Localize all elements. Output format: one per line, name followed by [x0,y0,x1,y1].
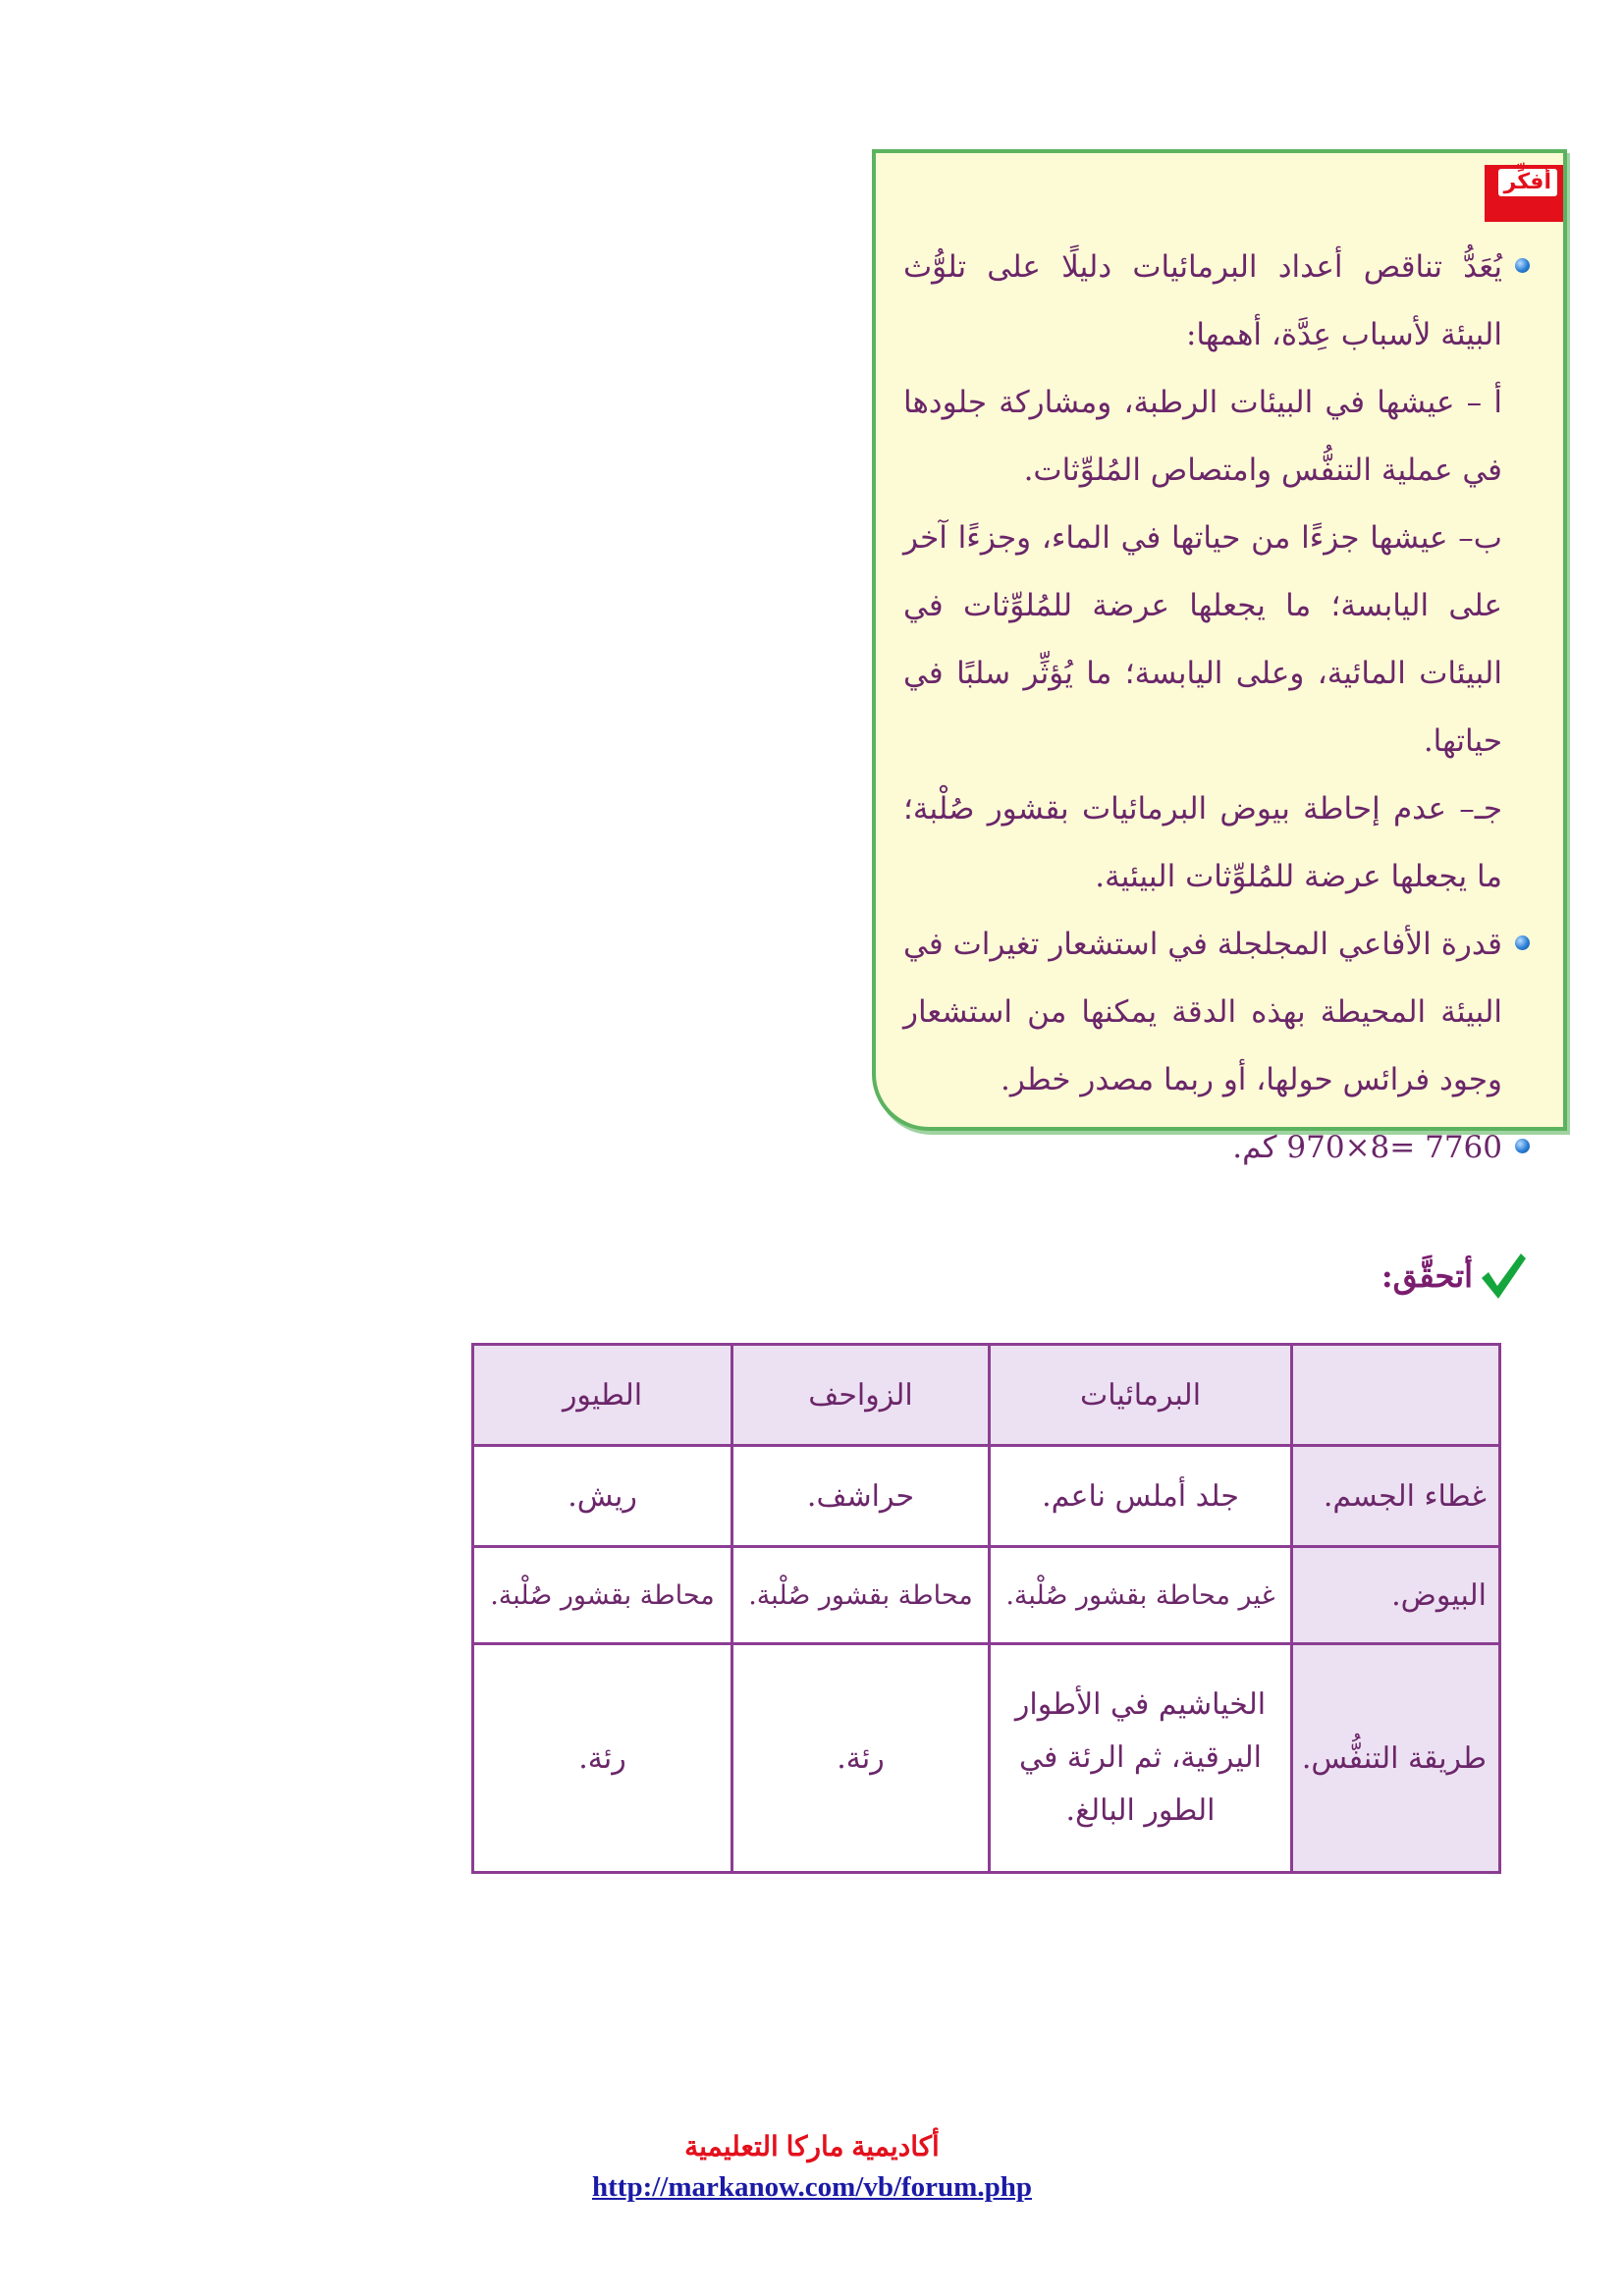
think-item-snakes [903,911,1530,1114]
check-heading [1381,1251,1528,1302]
think-box [872,149,1567,1165]
think-sub-item-c: جـ– عدم إحاطة بيوض البرمائيات بقشور صُلْبة؛ ما يجعلها عرضة للمُلوِّثات البيئية. [903,791,1502,894]
bullet-icon [1515,1139,1530,1153]
table-cell: محاطة بقشور صُلْبة. [732,1547,990,1644]
calc-unit: كم. [1232,1130,1277,1165]
table-cell: ريش. [473,1446,732,1547]
column-header-birds: الطيور [473,1345,732,1446]
checkmark-icon [1479,1251,1528,1302]
table-row [473,1547,1500,1644]
think-label: أفكِّر [1498,169,1557,196]
check-title: أتحقَّق: [1380,1257,1473,1295]
table-cell: جلد أملس ناعم. [990,1446,1292,1547]
table-header-row [473,1345,1500,1446]
table-cell: الخياشيم في الأطوار اليرقية، ثم الرئة في الطور البالغ. [990,1644,1292,1873]
table-corner-cell [1292,1345,1500,1446]
think-sub-item-a: أ – عيشها في البيئات الرطبة، ومشاركة جلودها في عملية التنفُّس وامتصاص المُلوِّثات. [903,385,1502,488]
think-item-text: يُعَدُّ تناقص أعداد البرمائيات دليلًا على تلوُّث البيئة لأسباب عِدَّة، أهمها: [903,249,1502,352]
column-header-reptiles: الزواحف [732,1345,990,1446]
bullet-icon [1515,935,1530,950]
footer-organization: أكاديمية ماركا التعليمية [684,2131,940,2162]
think-item-text: قدرة الأفاعي المجلجلة في استشعار تغيرات في البيئة المحيطة بهذه الدقة يمكنها من استشعار وجود فرائس حولها، أو ربما مصدر خطر. [903,927,1502,1097]
think-item-calculation [903,1114,1530,1182]
table-cell: غير محاطة بقشور صُلْبة. [990,1547,1292,1644]
table-cell: رئة. [732,1644,990,1873]
think-item-pollution [903,234,1530,911]
row-header-eggs: البيوض. [1292,1547,1500,1644]
think-tag [1485,165,1563,222]
table-cell: رئة. [473,1644,732,1873]
table-cell: حراشف. [732,1446,990,1547]
row-header-body-covering: غطاء الجسم. [1292,1446,1500,1547]
think-content [903,234,1530,1182]
table-row [473,1446,1500,1547]
row-header-breathing: طريقة التنفُّس. [1292,1644,1500,1873]
table-cell: محاطة بقشور صُلْبة. [473,1547,732,1644]
bullet-icon [1515,258,1530,273]
table-row [473,1644,1500,1873]
footer-link[interactable]: http://markanow.com/vb/forum.php [592,2171,1032,2203]
column-header-amphibians: البرمائيات [990,1345,1292,1446]
calc-expression: 970×8= 7760 [1286,1130,1502,1165]
think-sub-item-b: ب– عيشها جزءًا من حياتها في الماء، وجزءًا آخر على اليابسة؛ ما يجعلها عرضة للمُلوِّثات في البيئات المائية، وعلى اليابسة؛ ما يُؤثِّر سلبًا في حياتها. [903,520,1502,759]
comparison-table [471,1343,1501,1874]
